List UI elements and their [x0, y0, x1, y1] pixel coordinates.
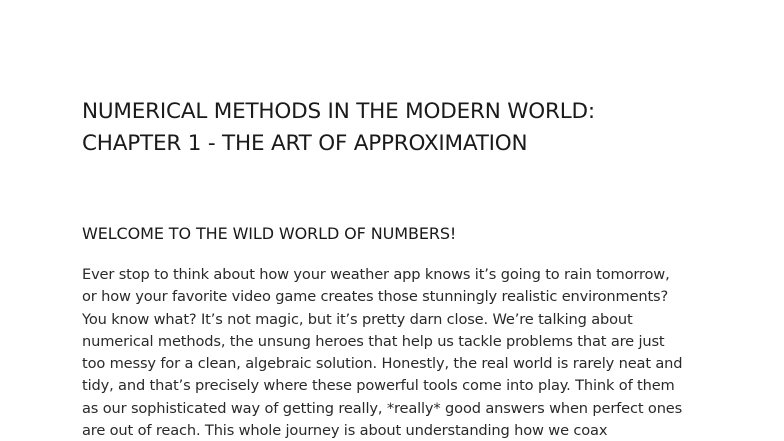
chapter-title-line-1: NUMERICAL METHODS IN THE MODERN WORLD: — [82, 99, 595, 124]
paragraph-line: Ever stop to think about how your weather app knows it’s going to rain tomorrow, — [82, 266, 670, 283]
paragraph-line: as our sophisticated way of getting really, *really* good answers when perfect ones — [82, 399, 683, 417]
paragraph-line: tidy, and that’s precisely where these powerful tools come into play. Think of them — [82, 377, 675, 395]
paragraph-line: or how your favorite video game creates those stunningly realistic environments? — [82, 288, 669, 306]
paragraph-line: too messy for a clean, algebraic solution. Honestly, the real world is rarely neat and — [82, 355, 683, 373]
section-heading: WELCOME TO THE WILD WORLD OF NUMBERS! — [82, 224, 457, 243]
paragraph-line: numerical methods, the unsung heroes that help us tackle problems that are just — [82, 332, 665, 350]
chapter-title — [82, 96, 595, 160]
paragraph-line: are out of reach. This whole journey is about understanding how we coax — [82, 422, 608, 440]
chapter-title-line-2: CHAPTER 1 - THE ART OF APPROXIMATION — [82, 131, 528, 156]
paragraph-line: You know what? It’s not magic, but it’s pretty darn close. We’re talking about — [82, 310, 633, 328]
body-paragraph — [82, 264, 682, 441]
